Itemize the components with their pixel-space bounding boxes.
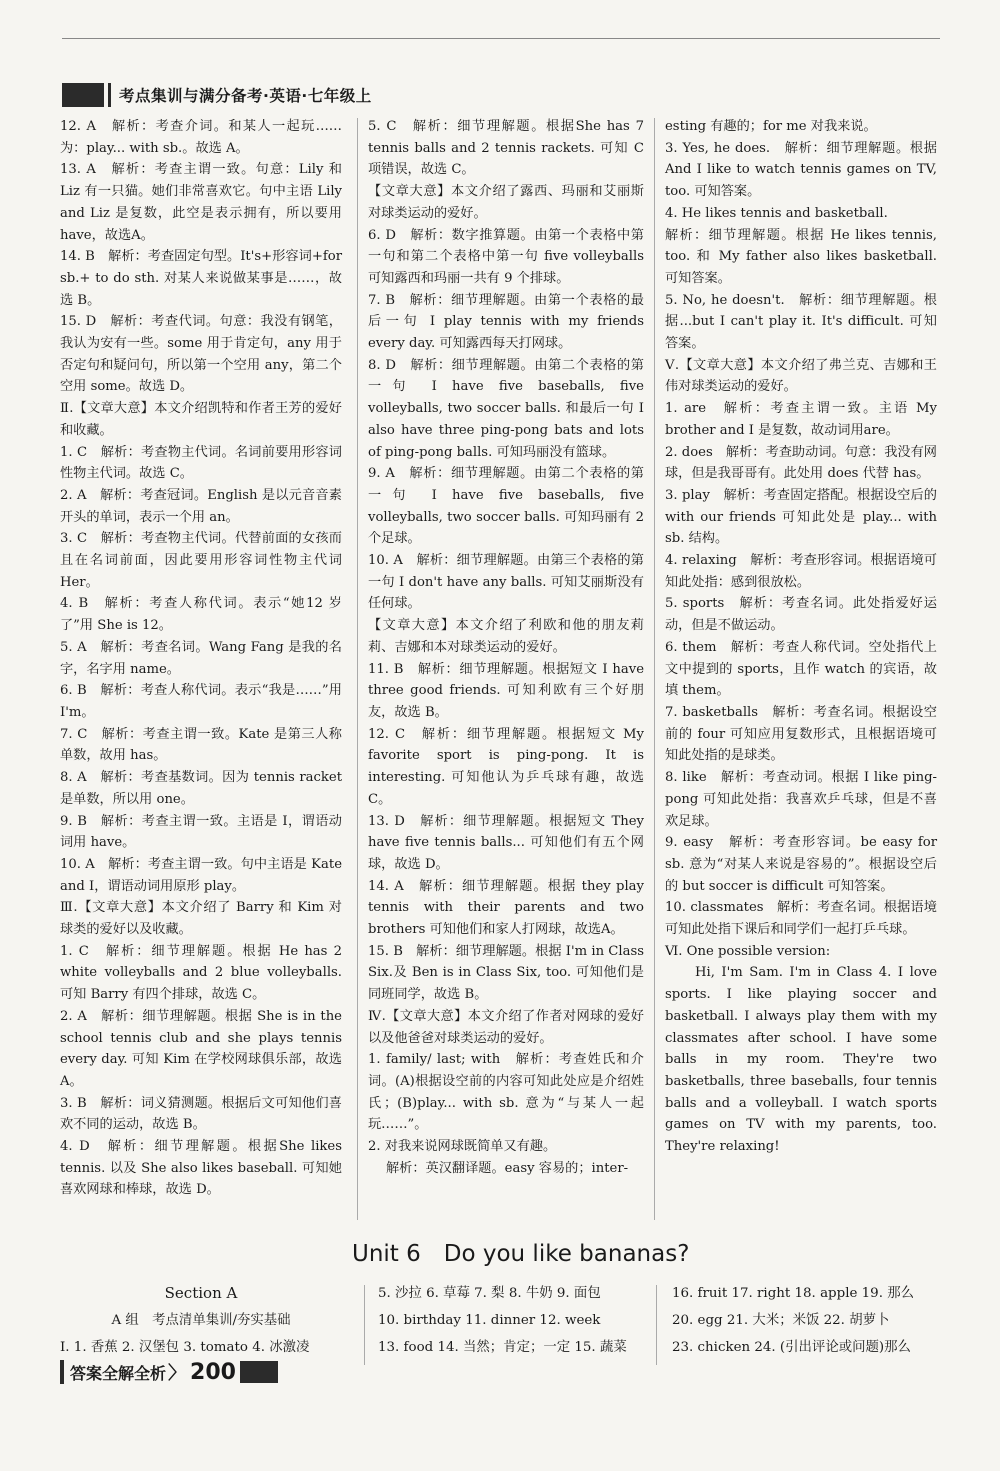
answer-item: 5. sports 解析：考查名词。此处指爱好运动，但是不做运动。 bbox=[665, 596, 937, 634]
footer-bar bbox=[60, 1360, 64, 1384]
model-essay: Hi, I'm Sam. I'm in Class 4. I love sports. I like playing soccer and basketball. I always play them with my classmates after school. I have some balls in my room. They're two basketballs, three baseballs, four tennis balls and a volleyball. I watch sports games on TV with my parents, too. They're relaxing! bbox=[665, 965, 937, 1155]
section-title: Section A bbox=[164, 1284, 238, 1302]
vocab-line: 23. chicken 24. (引出评论或问题)那么 bbox=[672, 1340, 911, 1355]
page-header bbox=[62, 80, 372, 110]
group-title: A 组 考点清单集训/夯实基础 bbox=[111, 1313, 291, 1328]
answer-item: 9. B 解析：考查主谓一致。主语是 I，谓语动词用 have。 bbox=[60, 813, 342, 851]
answer-item: 15. D 解析：考查代词。句意：我没有钢笔，我认为安有一些。some 用于肯定句，any 用于否定句和疑问句，所以第一个空用 any，第二个空用 some。故选 D。 bbox=[60, 314, 342, 395]
answer-item: 8. A 解析：考查基数词。因为 tennis racket 是单数，所以用 one。 bbox=[60, 770, 342, 807]
header-bar bbox=[108, 83, 111, 107]
section-summary: Ⅱ.【文章大意】本文介绍凯特和作者王芳的爱好和收藏。 bbox=[60, 401, 342, 438]
answer-item: 8. like 解析：考查动词。根据 I like ping-pong 可知此处指：我喜欢乒乓球，但是不喜欢足球。 bbox=[665, 770, 937, 829]
answer-item: 2. 对我来说网球既简单又有趣。 bbox=[368, 1139, 557, 1155]
answer-item: 1. family/ last; with 解析：考查姓氏和介词。(A)根据设空前的内容可知此处应是介绍姓氏；(B)play... with sb. 意为“与某人一起玩……”。 bbox=[368, 1052, 644, 1133]
page-footer bbox=[60, 1358, 278, 1386]
answer-item: 2. does 解析：考查助动词。句意：我没有网球，但是我哥哥有。此处用 does 代替 has。 bbox=[665, 444, 937, 482]
answer-item: 5. A 解析：考查名词。Wang Fang 是我的名字，名字用 name。 bbox=[60, 639, 342, 677]
top-rule bbox=[62, 38, 940, 39]
answer-item: 7. basketballs 解析：考查名词。根据设空前的 four 可知应用复数形式，且根据语境可知此处指的是球类。 bbox=[665, 704, 937, 764]
answer-item: 1. are 解析：考查主谓一致。主语 My brother and I 是复数，故动词用are。 bbox=[665, 401, 937, 438]
answer-column-1 bbox=[60, 116, 342, 1201]
section-summary: Ⅲ.【文章大意】本文介绍了 Barry 和 Kim 对球类的爱好以及收藏。 bbox=[60, 900, 342, 938]
answer-item: 6. them 解析：考查人称代词。空处指代上文中提到的 sports，且作 watch 的宾语，故填 them。 bbox=[665, 639, 937, 699]
answer-explanation: esting 有趣的；for me 对我来说。 bbox=[665, 119, 877, 134]
header-block bbox=[62, 83, 104, 107]
answer-item: 10. A 解析：细节理解题。由第三个表格的第一句 I don't have any balls. 可知艾丽斯没有任何球。 bbox=[368, 553, 644, 612]
footer-block bbox=[240, 1361, 278, 1383]
answer-item: 14. A 解析：细节理解题。根据 they play tennis with their parents and two brothers 可知他们和家人打网球，故选A。 bbox=[368, 878, 644, 938]
answer-column-2 bbox=[368, 116, 644, 1179]
answer-item: 15. B 解析：细节理解题。根据 I'm in Class Six.及 Ben is in Class Six, too. 可知他们是同班同学，故选 B。 bbox=[368, 943, 644, 1003]
answer-item: 1. C 解析：细节理解题。根据 He has 2 white volleyballs and 2 blue volleyballs. 可知 Barry 有四个排球，故选 C。 bbox=[60, 943, 342, 1003]
answer-item: 6. D 解析：数字推算题。由第一个表格中第一句和第二个表格中第一句 five volleyballs 可知露西和玛丽一共有 9 个排球。 bbox=[368, 227, 644, 286]
section-summary: Ⅳ.【文章大意】本文介绍了作者对网球的爱好以及他爸爸对球类运动的爱好。 bbox=[368, 1008, 644, 1046]
vocab-line: Ⅰ. 1. 香蕉 2. 汉堡包 3. tomato 4. 冰激凌 bbox=[60, 1340, 310, 1355]
answer-item: 3. B 解析：词义猜测题。根据后文可知他们喜欢不同的运动，故选 B。 bbox=[60, 1095, 342, 1133]
answer-column-3 bbox=[665, 116, 937, 1158]
answer-item: 13. D 解析：细节理解题。根据短文 They have five tennis balls... 可知他们有五个网球，故选 D。 bbox=[368, 813, 644, 872]
answer-item: 9. easy 解析：考查形容词。be easy for sb. 意为“对某人来说是容易的”。根据设空后的 but soccer is difficult 可知答案。 bbox=[665, 835, 937, 894]
answer-item: 10. classmates 解析：考查名词。根据语境可知此处指下课后和同学们一起打乒乓球。 bbox=[665, 900, 937, 938]
page-number: 200 bbox=[190, 1359, 236, 1385]
vocab-column-2 bbox=[378, 1280, 648, 1361]
answer-item: 4. D 解析：细节理解题。根据She likes tennis. 以及 She also likes baseball. 可知她喜欢网球和棒球，故选 D。 bbox=[60, 1139, 342, 1198]
book-title: 考点集训与满分备考·英语·七年级上 bbox=[119, 87, 372, 105]
section-summary: 【文章大意】本文介绍了利欧和他的朋友莉莉、吉娜和本对球类运动的爱好。 bbox=[368, 618, 644, 655]
vocab-line: 20. egg 21. 大米；米饭 22. 胡萝卜 bbox=[672, 1313, 890, 1328]
column-divider bbox=[656, 1285, 657, 1365]
answer-item: 2. A 解析：考查冠词。English 是以元音音素开头的单词，表示一个用 an。 bbox=[60, 487, 342, 525]
answer-item: 3. C 解析：考查物主代词。代替前面的女孩而且在名词前面，因此要用形容词性物主代词 Her。 bbox=[60, 531, 342, 590]
answer-item: 4. B 解析：考查人称代词。表示“她12 岁了”用 She is 12。 bbox=[60, 596, 342, 634]
section-summary: Ⅵ. One possible version: bbox=[665, 943, 831, 959]
vocab-column-3 bbox=[672, 1280, 940, 1361]
answer-explanation: 解析：英汉翻译题。easy 容易的；inter- bbox=[386, 1160, 629, 1176]
answer-item: 4. relaxing 解析：考查形容词。根据语境可知此处指：感到很放松。 bbox=[665, 553, 937, 590]
answer-item: 8. D 解析：细节理解题。由第二个表格的第一句 I have five baseballs, five volleyballs, two soccer balls. 和最后一句 I also have three ping-pong bats and lots of ping-pong balls. 可知玛丽没有篮球。 bbox=[368, 357, 644, 460]
column-divider bbox=[357, 118, 358, 1220]
section-summary: Ⅴ.【文章大意】本文介绍了弗兰克、吉娜和王伟对球类运动的爱好。 bbox=[665, 357, 937, 395]
answer-item: 3. play 解析：考查固定搭配。根据设空后的 with our friends 可知此处是 play... with sb. 结构。 bbox=[665, 487, 937, 547]
answer-item: 11. B 解析：细节理解题。根据短文 I have three good friends. 可知利欧有三个好朋友，故选 B。 bbox=[368, 661, 644, 720]
column-divider bbox=[364, 1285, 365, 1365]
answer-item: 6. B 解析：考查人称代词。表示“我是……”用 I'm。 bbox=[60, 683, 342, 720]
vocab-line: 13. food 14. 当然；肯定；一定 15. 蔬菜 bbox=[378, 1340, 627, 1355]
section-summary: 【文章大意】本文介绍了露西、玛丽和艾丽斯对球类运动的爱好。 bbox=[368, 184, 644, 221]
answer-item: 5. No, he doesn't. 解析：细节理解题。根据...but I can't play it. It's difficult. 可知答案。 bbox=[665, 292, 937, 352]
unit-title: Unit 6 Do you like bananas? bbox=[352, 1241, 690, 1267]
answer-item: 4. He likes tennis and basketball. bbox=[665, 205, 888, 221]
answer-item: 1. C 解析：考查物主代词。名词前要用形容词性物主代词。故选 C。 bbox=[60, 444, 342, 482]
vocab-column-1 bbox=[60, 1280, 342, 1361]
answer-item: 2. A 解析：细节理解题。根据 She is in the school tennis club and she plays tennis every day. 可知 Kim 在学校网球俱乐部，故选 A。 bbox=[60, 1008, 342, 1089]
answer-item: 5. C 解析：细节理解题。根据She has 7 tennis balls and 2 tennis rackets. 可知 C 项错误，故选 C。 bbox=[368, 119, 644, 178]
chevron-right-icon: 〉 bbox=[168, 1363, 187, 1384]
answer-item: 7. B 解析：细节理解题。由第一个表格的最后一句 I play tennis with my friends every day. 可知露西每天打网球。 bbox=[368, 292, 644, 352]
answer-item: 9. A 解析：细节理解题。由第二个表格的第一句 I have five baseballs, five volleyballs, two soccer balls. 可知玛丽有 2 个足球。 bbox=[368, 466, 644, 547]
answer-item: 12. C 解析：细节理解题。根据短文 My favorite sport is ping-pong. It is interesting. 可知他认为乒乓球有趣，故选 C。 bbox=[368, 726, 644, 807]
answer-item: 14. B 解析：考查固定句型。It's+形容词+for sb.+ to do sth. 对某人来说做某事是……，故选 B。 bbox=[60, 249, 342, 308]
answer-item: 13. A 解析：考查主谓一致。句意：Lily 和 Liz 有一只猫。她们非常喜欢它。句中主语 Lily and Liz 是复数，此空是表示拥有，所以要用 have，故选A。 bbox=[60, 162, 342, 243]
answer-explanation: 解析：细节理解题。根据 He likes tennis, too. 和 My father also likes basketball. 可知答案。 bbox=[665, 227, 937, 286]
answer-item: 3. Yes, he does. 解析：细节理解题。根据 And I like to watch tennis games on TV, too. 可知答案。 bbox=[665, 140, 937, 200]
vocab-line: 5. 沙拉 6. 草莓 7. 梨 8. 牛奶 9. 面包 bbox=[378, 1286, 601, 1301]
vocab-line: 10. birthday 11. dinner 12. week bbox=[378, 1313, 601, 1328]
column-divider bbox=[654, 118, 655, 1220]
answer-item: 12. A 解析：考查介词。和某人一起玩……为：play... with sb.。故选 A。 bbox=[60, 119, 342, 156]
vocab-line: 16. fruit 17. right 18. apple 19. 那么 bbox=[672, 1286, 914, 1301]
footer-label: 答案全解全析 bbox=[70, 1363, 167, 1383]
answer-item: 7. C 解析：考查主谓一致。Kate 是第三人称单数，故用 has。 bbox=[60, 726, 342, 764]
answer-item: 10. A 解析：考查主谓一致。句中主语是 Kate and I，谓语动词用原形 play。 bbox=[60, 856, 342, 894]
